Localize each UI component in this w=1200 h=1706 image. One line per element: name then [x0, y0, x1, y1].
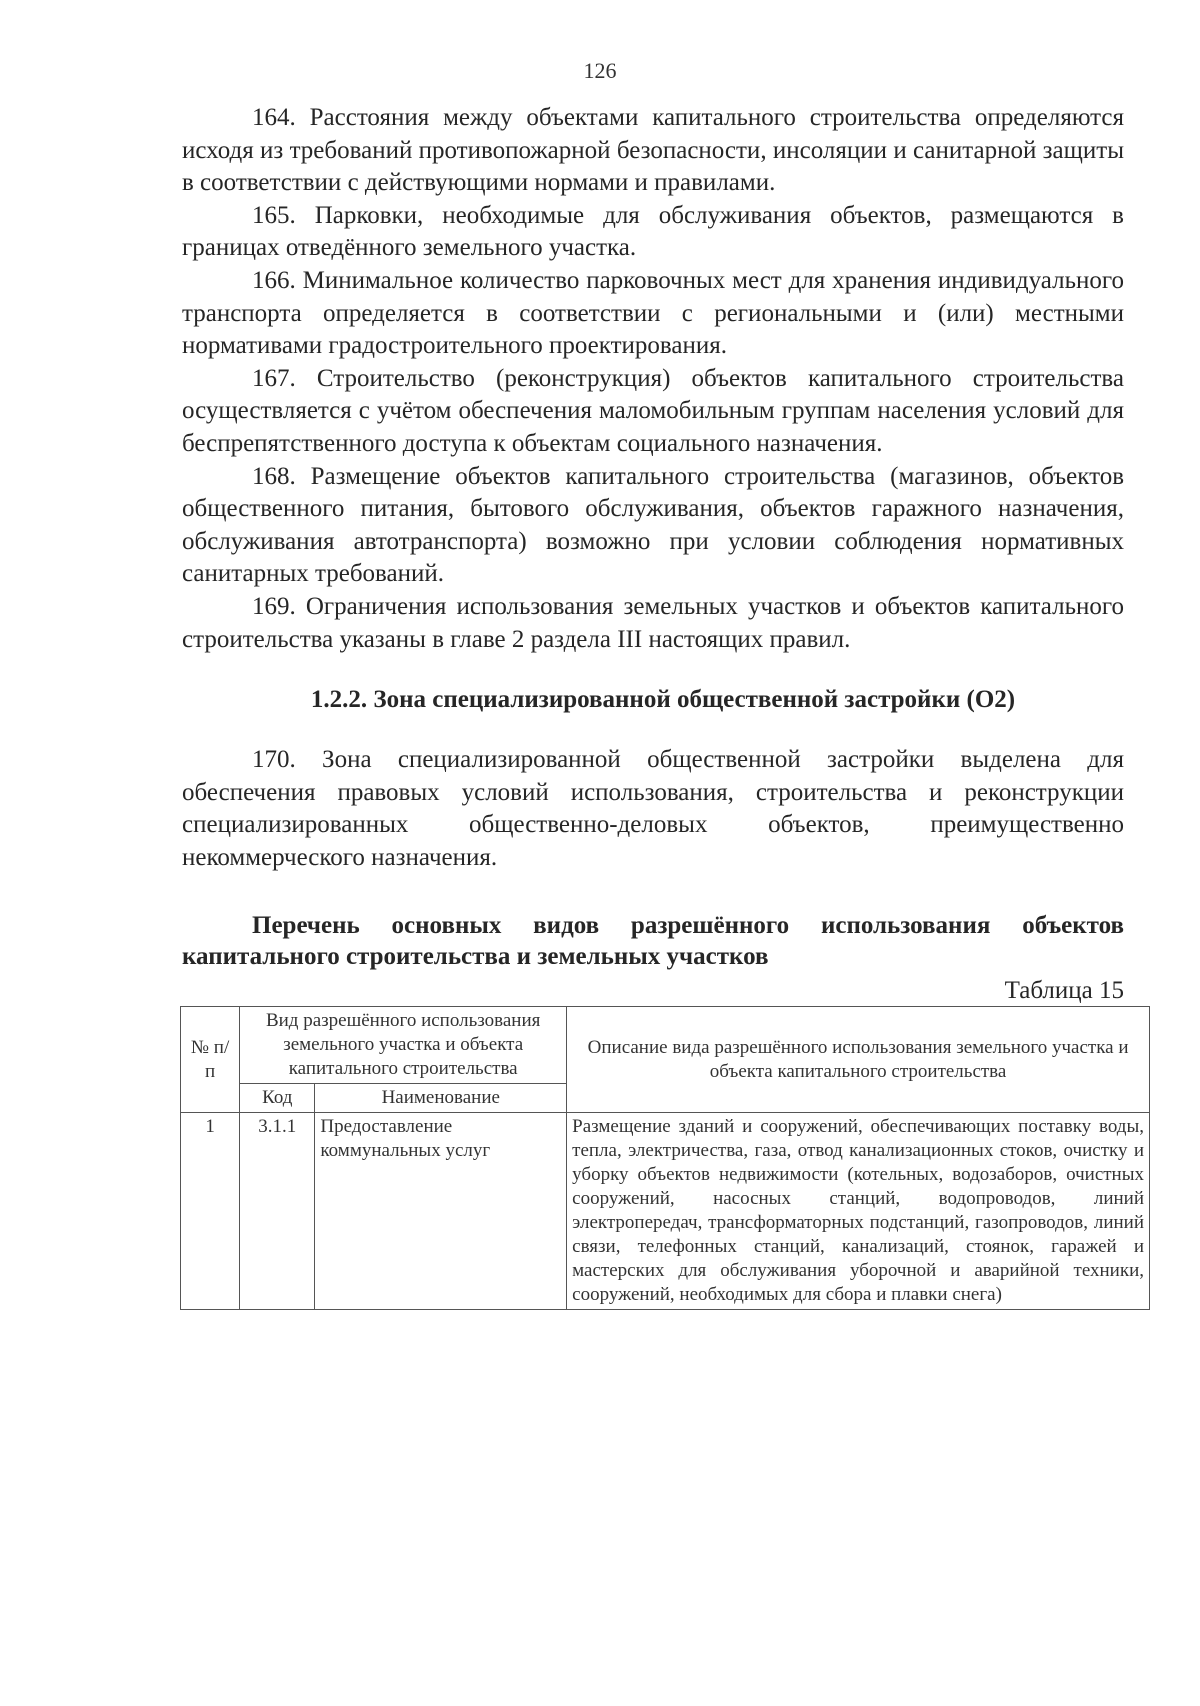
table-header-row — [181, 1007, 1150, 1084]
header-group: Вид разрешённого использования земельного участка и объекта капитального строительства — [240, 1007, 567, 1084]
header-num: № п/п — [181, 1007, 240, 1113]
permitted-use-table — [180, 1006, 1150, 1310]
paragraph-165: 165. Парковки, необходимые для обслуживания объектов, размещаются в границах отведённого земельного участка. — [182, 201, 1124, 262]
section-heading: 1.2.2. Зона специализированной общественной застройки (О2) — [310, 686, 1016, 714]
row-code: 3.1.1 — [240, 1113, 315, 1310]
header-desc: Описание вида разрешённого использования земельного участка и объекта капитального строительства — [567, 1007, 1150, 1113]
row-name: Предоставление коммунальных услуг — [315, 1113, 567, 1310]
header-code: Код — [240, 1084, 315, 1113]
document-body — [182, 102, 1144, 1310]
header-name: Наименование — [315, 1084, 567, 1113]
table-caption: Таблица 15 — [1004, 977, 1124, 1005]
paragraph-166: 166. Минимальное количество парковочных мест для хранения индивидуального транспорта определяется в соответствии с региональными и (или) местными нормативами градостроительного проектирования. — [182, 266, 1124, 360]
paragraph-170: 170. Зона специализированной общественной застройки выделена для обеспечения правовых условий использования, строительства и реконструкции специализированных общественно-деловых объектов, преимущественно некоммерческого назначения. — [182, 746, 1124, 871]
paragraph-164: 164. Расстояния между объектами капитального строительства определяются исходя из требований противопожарной безопасности, инсоляции и санитарной защиты в соответствии с действующими нормами и правилами. — [182, 104, 1124, 197]
table-row — [181, 1113, 1150, 1310]
table-title: Перечень основных видов разрешённого использования объектов капитального строительства и земельных участков — [182, 912, 1124, 971]
paragraph-167: 167. Строительство (реконструкция) объектов капитального строительства осуществляется с учётом обеспечения маломобильным группам населения условий для беспрепятственного доступа к объектам социального назначения. — [182, 364, 1124, 457]
row-num: 1 — [181, 1113, 240, 1310]
page-number: 126 — [583, 58, 617, 83]
paragraph-169: 169. Ограничения использования земельных участков и объектов капитального строительства указаны в главе 2 раздела III настоящих правил. — [182, 592, 1124, 653]
row-desc: Размещение зданий и сооружений, обеспечивающих поставку воды, тепла, электричества, газа, отвод канализационных стоков, очистку и уборку объектов недвижимости (котельных, водозаборов, очистных сооружений, насосных станций, водопроводов, линий электропередач, трансформаторных подстанций, газопроводов, линий связи, телефонных станций, канализаций, стоянок, гаражей и мастерских для обслуживания уборочной и аварийной техники, сооружений, необходимых для сбора и плавки снега) — [567, 1113, 1150, 1310]
paragraph-168: 168. Размещение объектов капитального строительства (магазинов, объектов общественного питания, бытового обслуживания, объектов гаражного назначения, обслуживания автотранспорта) возможно при условии соблюдения нормативных санитарных требований. — [182, 462, 1124, 588]
